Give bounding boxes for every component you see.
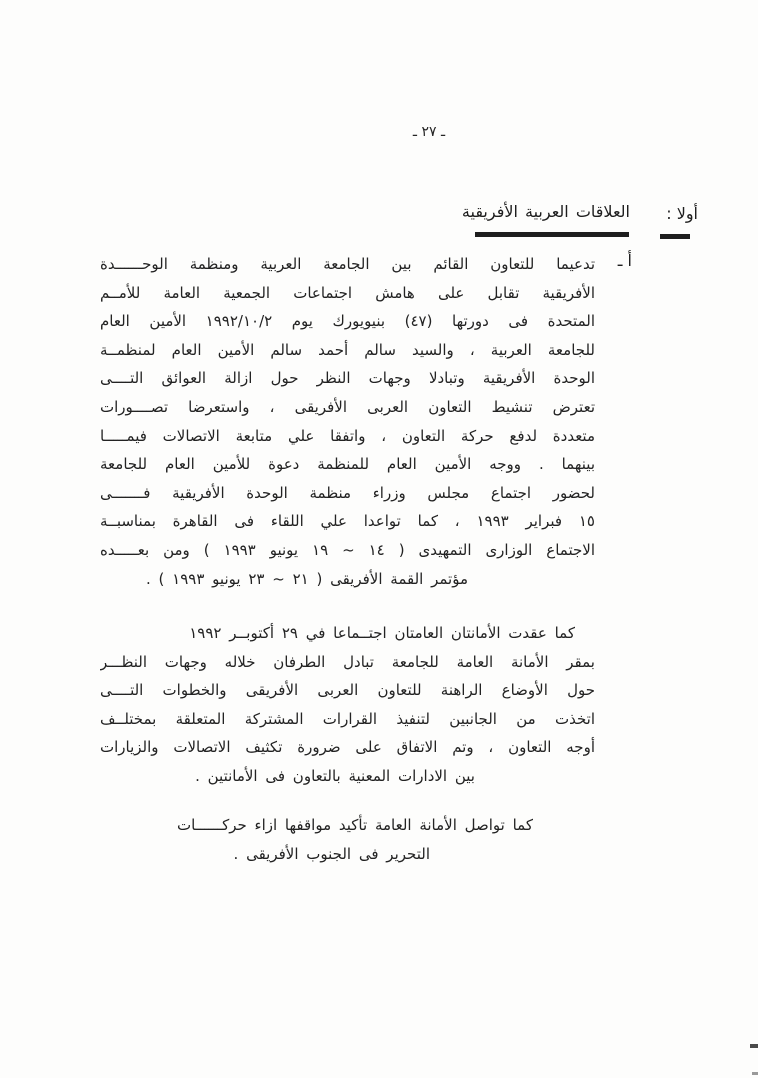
page-number: ـ ٢٧ ـ	[412, 124, 446, 140]
text-line: كما تواصل الأمانة العامة تأكيد مواقفها ازاء حركــــــات	[177, 816, 533, 834]
text-line: الوحدة الأفريقية وتبادلا وجهات النظر حول ازالة العوائق التــــى	[100, 369, 595, 388]
text-line: حول الأوضاع الراهنة للتعاون العربى الأفريقى والخطوات التــــى	[100, 681, 595, 700]
text-line: أوجه التعاون ، وتم الاتفاق على ضرورة تكثيف الاتصالات والزيارات	[100, 738, 595, 757]
list-item-marker: أ ـ	[617, 251, 632, 270]
text-line: المتحدة فى دورتها (٤٧) بنيويورك يوم ١٩٩٢/١٠/٢ الأمين العام	[100, 312, 595, 331]
text-line: للجامعة العربية ، والسيد سالم أحمد سالم الأمين العام لمنظمــة	[100, 340, 595, 359]
section-marker-underline	[660, 234, 690, 239]
text-line: تدعيما للتعاون القائم بين الجامعة العربية ومنظمة الوحــــــدة	[100, 255, 595, 273]
text-line: ١٥ فبراير ١٩٩٣ ، كما تواعدا علي اللقاء فى القاهرة بمناسبــة	[100, 512, 595, 531]
text-line: اتخذت من الجانبين لتنفيذ القرارات المشتركة المتعلقة بمختلــف	[100, 709, 595, 728]
paragraph-3	[100, 811, 595, 868]
section-title-underline	[475, 232, 629, 237]
paragraph-2	[100, 619, 595, 791]
text-line: الأفريقية تقابل على هامش اجتماعات الجمعية العامة للأمــم	[100, 283, 595, 302]
text-line: مؤتمر القمة الأفريقى ( ٢١ ~ ٢٣ يونيو ١٩٩٣ ) .	[146, 569, 468, 588]
text-line: التحرير فى الجنوب الأفريقى .	[233, 844, 430, 863]
scan-artifact-speck	[752, 1072, 758, 1075]
text-line: تعترض تنشيط التعاون العربى الأفريقى ، واستعرضا تصــــورات	[100, 397, 595, 416]
text-line: بينهما . ووجه الأمين العام للمنظمة دعوة للأمين العام للجامعة	[100, 455, 595, 474]
paragraph-1	[100, 250, 595, 593]
text-line: الاجتماع الوزارى التمهيدى ( ١٤ ~ ١٩ يونيو ١٩٩٣ ) ومن بعـــــده	[100, 540, 595, 559]
text-line: بمقر الأمانة العامة للجامعة تبادل الطرفان خلاله وجهات النظـــر	[100, 652, 595, 671]
text-line: لحضور اجتماع مجلس وزراء منظمة الوحدة الأفريقية فـــــــى	[100, 483, 595, 502]
section-marker: أولا :	[666, 204, 698, 223]
text-line: متعددة لدفع حركة التعاون ، واتفقا علي متابعة الاتصالات فيمـــــا	[100, 426, 595, 445]
section-title: العلاقات العربية الأفريقية	[461, 202, 630, 221]
text-line: كما عقدت الأمانتان العامتان اجتــماعا في ٢٩ أكتوبــر ١٩٩٢	[189, 624, 575, 642]
scan-artifact-dash	[750, 1044, 758, 1048]
text-line: بين الادارات المعنية بالتعاون فى الأمانتين .	[195, 766, 475, 785]
